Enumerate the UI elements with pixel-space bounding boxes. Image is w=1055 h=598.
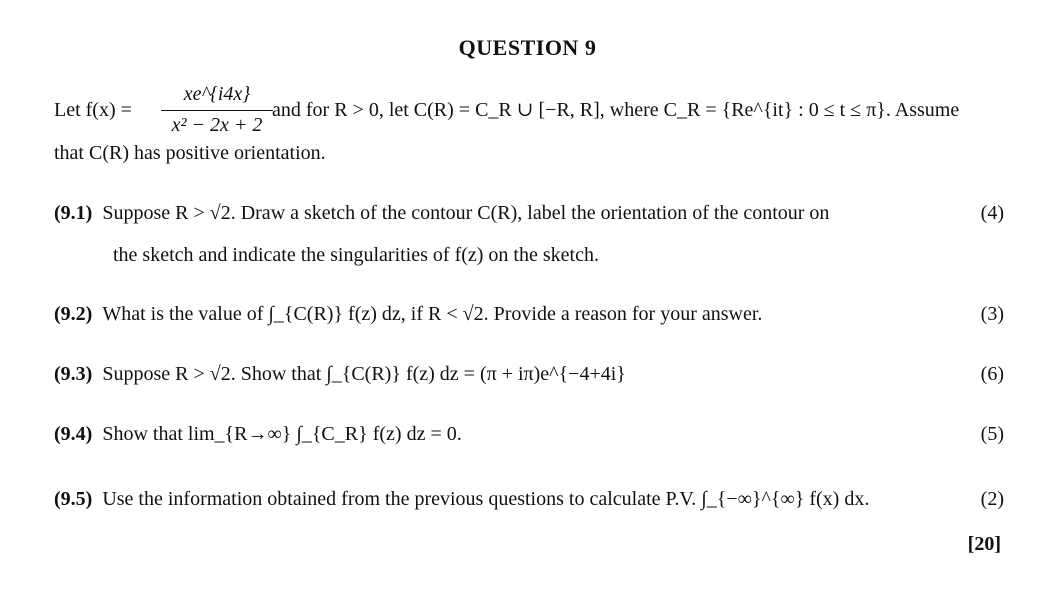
subquestion-number: (9.5) [54,488,93,510]
subquestion-text: Use the information obtained from the previous questions to calculate P.V. ∫_{−∞}^{∞} f(x) dx. [102,488,870,510]
intro-orientation-text: that C(R) has positive orientation. [54,142,326,164]
question-title: QUESTION 9 [458,35,597,60]
subquestion-text: What is the value of ∫_{C(R)} f(z) dz, if R < √2. Provide a reason for your answer. [102,303,763,325]
subquestion-9-1 [54,201,1004,226]
subquestion-marks: (2) [980,488,1004,510]
subquestion-marks: (6) [980,363,1004,385]
subquestion-marks: (3) [980,303,1004,325]
subquestion-number: (9.1) [54,202,93,224]
subquestion-number: (9.4) [54,423,93,445]
subquestion-9-2 [54,302,1004,327]
subquestion-text: Suppose R > √2. Draw a sketch of the contour C(R), label the orientation of the contour on [102,202,830,224]
subquestion-9-1-continuation: the sketch and indicate the singularities of f(z) on the sketch. [113,244,599,266]
subquestion-marks: (5) [980,423,1004,445]
fraction-numerator: xe^{i4x} [183,83,251,105]
subquestion-9-4 [54,422,1004,447]
subquestion-text: Suppose R > √2. Show that ∫_{C(R)} f(z) dz = (π + iπ)e^{−4+4i} [102,363,626,385]
subquestion-number: (9.3) [54,363,93,385]
fraction-denominator: x² − 2x + 2 [171,114,263,136]
subquestion-marks: (4) [980,202,1004,224]
subquestion-9-3 [54,362,1004,387]
total-marks: [20] [967,533,1001,555]
intro-let-text: Let f(x) = [54,99,132,121]
subquestion-text: Show that lim_{R→∞} ∫_{C_R} f(z) dz = 0. [102,423,462,445]
function-fraction [161,80,273,142]
intro-contour-definition: and for R > 0, let C(R) = C_R ∪ [−R, R], where C_R = {Re^{it} : 0 ≤ t ≤ π}. Assume [272,99,960,121]
intro-definition [54,80,1004,142]
subquestion-9-5 [54,487,1004,512]
subquestion-number: (9.2) [54,303,93,325]
fraction-bar [161,110,273,111]
